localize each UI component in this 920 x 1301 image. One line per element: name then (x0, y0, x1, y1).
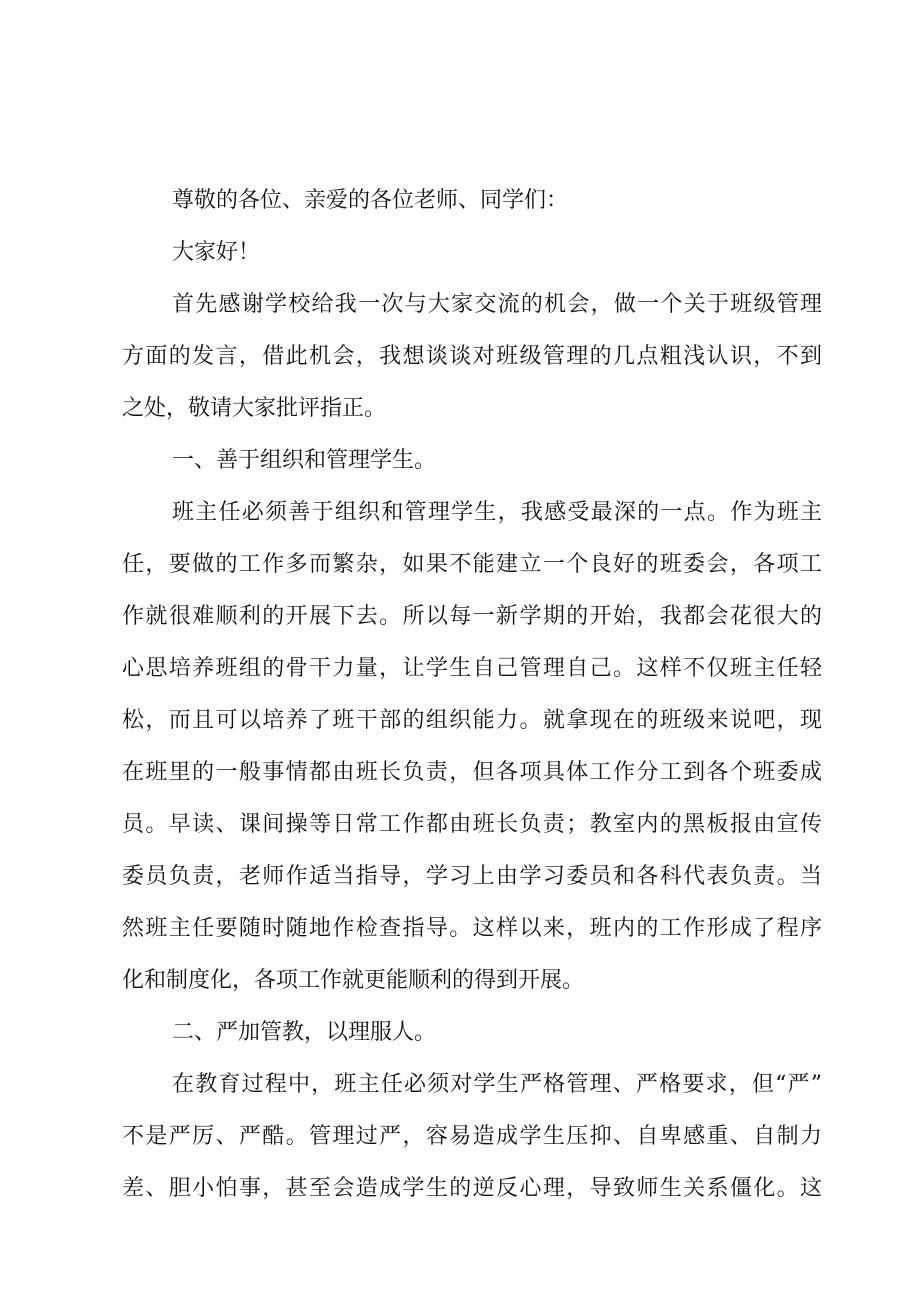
paragraph-section2-line: 在教育过程中，班主任必须对学生严格管理、严格要求，但“严” (172, 1072, 822, 1097)
section-heading-1: 一、善于组织和管理学生。 (172, 448, 437, 473)
paragraph-section1-line: 松，而且可以培养了班干部的组织能力。就拿现在的班级来说吧，现 (122, 708, 822, 733)
paragraph-section1-line: 化和制度化，各项工作就更能顺利的得到开展。 (122, 968, 585, 993)
paragraph-intro-line: 方面的发言，借此机会，我想谈谈对班级管理的几点粗浅认识，不到 (122, 344, 822, 369)
paragraph-section1-line: 班主任必须善于组织和管理学生，我感受最深的一点。作为班主 (172, 500, 822, 525)
paragraph-section1-line: 作就很难顺利的开展下去。所以每一新学期的开始，我都会花很大的 (122, 604, 822, 629)
paragraph-section2-line: 差、胆小怕事，甚至会造成学生的逆反心理，导致师生关系僵化。这 (122, 1176, 822, 1201)
paragraph-section2-line: 不是严厉、严酷。管理过严，容易造成学生压抑、自卑感重、自制力 (122, 1124, 822, 1149)
section-heading-2: 二、严加管教，以理服人。 (172, 1020, 437, 1045)
paragraph-section1-line: 员。早读、课间操等日常工作都由班长负责；教室内的黑板报由宣传 (122, 812, 822, 837)
paragraph-section1-line: 委员负责，老师作适当指导，学习上由学习委员和各科代表负责。当 (122, 864, 822, 889)
paragraph-intro-line: 之处，敬请大家批评指正。 (122, 396, 387, 421)
paragraph-intro-line: 首先感谢学校给我一次与大家交流的机会，做一个关于班级管理 (172, 292, 822, 317)
salutation: 尊敬的各位、亲爱的各位老师、同学们： (172, 188, 569, 213)
paragraph-section1-line: 任，要做的工作多而繁杂，如果不能建立一个良好的班委会，各项工 (122, 552, 822, 577)
paragraph-section1-line: 在班里的一般事情都由班长负责，但各项具体工作分工到各个班委成 (122, 760, 822, 785)
paragraph-section1-line: 然班主任要随时随地作检查指导。这样以来，班内的工作形成了程序 (122, 916, 822, 941)
paragraph-section1-line: 心思培养班组的骨干力量，让学生自己管理自己。这样不仅班主任轻 (122, 656, 822, 681)
greeting: 大家好！ (172, 240, 261, 265)
